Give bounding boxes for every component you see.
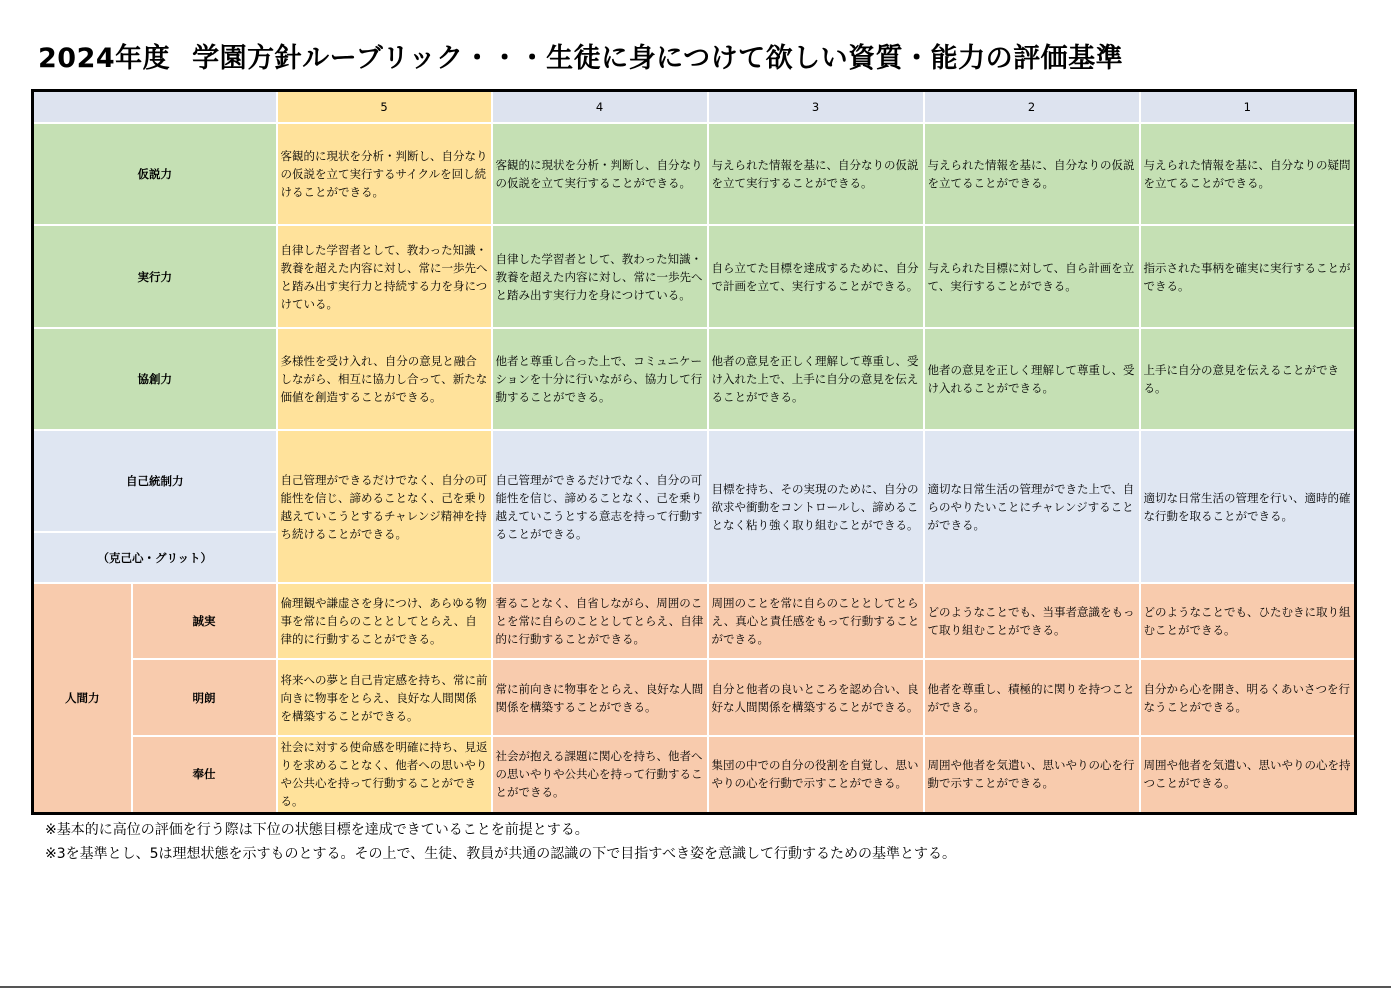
cell-level-1: どのようなことでも、ひたむきに取り組むことができる。 — [1140, 583, 1356, 659]
level-header-2: 2 — [924, 91, 1140, 124]
row-jikkouryoku — [33, 225, 1356, 328]
row-kasetsuryoku — [33, 123, 1356, 225]
cell-level-5: 倫理観や謙虚さを身につけ、あらゆる物事を常に自らのこととしてとらえ、自律的に行動することができる。 — [277, 583, 492, 659]
category-label: 明朗 — [132, 659, 277, 736]
cell-level-3: 周囲のことを常に自らのこととしてとらえ、真心と責任感をもって行動することができる。 — [708, 583, 924, 659]
cell-level-2: どのようなことでも、当事者意識をもって取り組むことができる。 — [924, 583, 1140, 659]
category-label: 実行力 — [33, 225, 277, 328]
cell-level-3: 他者の意見を正しく理解して尊重し、受け入れた上で、上手に自分の意見を伝えることができる。 — [708, 328, 924, 430]
cell-level-2: 他者の意見を正しく理解して尊重し、受け入れることができる。 — [924, 328, 1140, 430]
cell-level-3: 目標を持ち、その実現のために、自分の欲求や衝動をコントロールし、諦めることなく粘り強く取り組むことができる。 — [708, 430, 924, 583]
category-label: 誠実 — [132, 583, 277, 659]
cell-level-3: 集団の中での自分の役割を自覚し、思いやりの心を行動で示すことができる。 — [708, 736, 924, 813]
footnote: ※3を基準とし、5は理想状態を示すものとする。その上で、生徒、教員が共通の認識の下で目指すべき姿を意識して行動するための基準とする。 — [45, 846, 956, 862]
footnote: ※基本的に高位の評価を行う際は下位の状態目標を達成できていることを前提とする。 — [45, 822, 589, 838]
cell-level-5: 社会に対する使命感を明確に持ち、見返りを求めることなく、他者への思いやりや公共心を持って行動することができる。 — [277, 736, 492, 813]
cell-level-3: 自ら立てた目標を達成するために、自分で計画を立て、実行することができる。 — [708, 225, 924, 328]
level-header-1: 1 — [1140, 91, 1356, 124]
cell-level-2: 与えられた目標に対して、自ら計画を立て、実行することができる。 — [924, 225, 1140, 328]
category-label: 仮説力 — [33, 123, 277, 225]
level-header-3: 3 — [708, 91, 924, 124]
level-header-4: 4 — [492, 91, 708, 124]
page-bottom-divider — [0, 986, 1391, 988]
cell-level-2: 適切な日常生活の管理ができた上で、自らのやりたいことにチャレンジすることができる。 — [924, 430, 1140, 583]
cell-level-4: 自律した学習者として、教わった知識・教養を超えた内容に対し、常に一歩先へと踏み出す実行力を身につけている。 — [492, 225, 708, 328]
title-year: 2024年度 — [38, 43, 171, 74]
cell-level-4: 奢ることなく、自省しながら、周囲のことを常に自らのこととしてとらえ、自律的に行動することができる。 — [492, 583, 708, 659]
cell-level-5: 将来への夢と自己肯定感を持ち、常に前向きに物事をとらえ、良好な人間関係を構築することができる。 — [277, 659, 492, 736]
cell-level-1: 自分から心を開き、明るくあいさつを行なうことができる。 — [1140, 659, 1356, 736]
header-corner — [33, 91, 277, 124]
cell-level-4: 客観的に現状を分析・判断し、自分なりの仮説を立て実行することができる。 — [492, 123, 708, 225]
rubric-table — [31, 89, 1357, 815]
cell-level-3: 自分と他者の良いところを認め合い、良好な人間関係を構築することができる。 — [708, 659, 924, 736]
title-main: 学園方針ルーブリック・・・生徒に身につけて欲しい資質・能力の評価基準 — [192, 43, 1124, 74]
cell-level-1: 与えられた情報を基に、自分なりの疑問を立てることができる。 — [1140, 123, 1356, 225]
group-label-ningenryoku: 人間力 — [33, 583, 132, 813]
cell-level-2: 周囲や他者を気遣い、思いやりの心を行動で示すことができる。 — [924, 736, 1140, 813]
header-row — [33, 91, 1356, 124]
row-seijitsu — [33, 583, 1356, 659]
page-title — [38, 36, 1123, 75]
cell-level-1: 周囲や他者を気遣い、思いやりの心を持つことができる。 — [1140, 736, 1356, 813]
footnotes — [45, 818, 956, 866]
cell-level-2: 他者を尊重し、積極的に関りを持つことができる。 — [924, 659, 1140, 736]
cell-level-1: 上手に自分の意見を伝えることができる。 — [1140, 328, 1356, 430]
cell-level-5: 自律した学習者として、教わった知識・教養を超えた内容に対し、常に一歩先へと踏み出す実行力と持続する力を身につけている。 — [277, 225, 492, 328]
cell-level-1: 適切な日常生活の管理を行い、適時的確な行動を取ることができる。 — [1140, 430, 1356, 583]
cell-level-2: 与えられた情報を基に、自分なりの仮説を立てることができる。 — [924, 123, 1140, 225]
row-houshi — [33, 736, 1356, 813]
cell-level-5: 多様性を受け入れ、自分の意見と融合しながら、相互に協力し合って、新たな価値を創造することができる。 — [277, 328, 492, 430]
cell-level-4: 常に前向きに物事をとらえ、良好な人間関係を構築することができる。 — [492, 659, 708, 736]
row-meirou — [33, 659, 1356, 736]
cell-level-4: 他者と尊重し合った上で、コミュニケーションを十分に行いながら、協力して行動することができる。 — [492, 328, 708, 430]
row-kyousouryoku — [33, 328, 1356, 430]
category-label: 自己統制力 — [33, 430, 277, 532]
level-header-5: 5 — [277, 91, 492, 124]
category-subtitle: （克己心・グリット） — [33, 532, 277, 583]
cell-level-5: 自己管理ができるだけでなく、自分の可能性を信じ、諦めることなく、己を乗り越えていこうとするチャレンジ精神を持ち続けることができる。 — [277, 430, 492, 583]
category-label: 奉仕 — [132, 736, 277, 813]
cell-level-4: 社会が抱える課題に関心を持ち、他者への思いやりや公共心を持って行動することができる。 — [492, 736, 708, 813]
cell-level-5: 客観的に現状を分析・判断し、自分なりの仮説を立て実行するサイクルを回し続けることができる。 — [277, 123, 492, 225]
cell-level-3: 与えられた情報を基に、自分なりの仮説を立て実行することができる。 — [708, 123, 924, 225]
row-jikotouseiryoku — [33, 430, 1356, 532]
cell-level-1: 指示された事柄を確実に実行することができる。 — [1140, 225, 1356, 328]
category-label: 協創力 — [33, 328, 277, 430]
cell-level-4: 自己管理ができるだけでなく、自分の可能性を信じ、諦めることなく、己を乗り越えていこうとする意志を持って行動することができる。 — [492, 430, 708, 583]
